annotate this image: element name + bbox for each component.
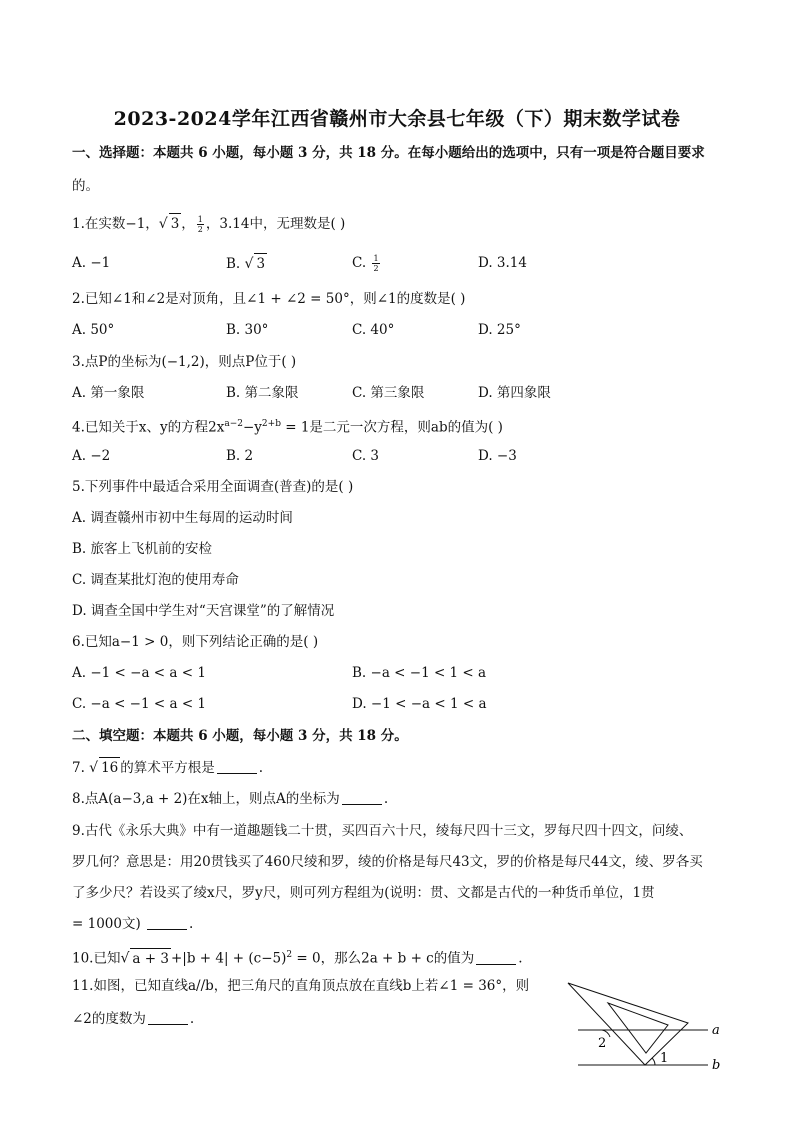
q8-end: . [383,791,389,807]
q10-answer-blank[interactable] [476,950,516,965]
q4-stem-text-a: 4.已知关于x、y的方程2x [72,419,225,436]
option-prefix: C. [352,255,371,271]
triangle-ruler-figure [560,975,730,1079]
q4-stem-text-c: = 1是二元一次方程，则ab的值为( ) [280,419,503,436]
q3-option-c[interactable]: C. 第三象限 [352,385,425,401]
frac-den: 2 [197,225,203,234]
sqrt-sign: √ [89,760,99,776]
q10-prefix: 10.已知 [72,950,121,967]
q6-stem: 6.已知a−1 > 0，则下列结论正确的是( ) [72,634,319,650]
q7-prefix: 7. [72,760,90,776]
q5-option-b[interactable]: B. 旅客上飞机前的安检 [72,541,213,557]
q11-line2 [72,1009,194,1029]
q3-stem: 3.点P的坐标为(−1,2)，则点P位于( ) [72,354,297,370]
section1-heading-line1: 一、选择题：本题共 6 小题，每小题 3 分，共 18 分。在每小题给出的选项中，只有一项是符合题目要求 [72,145,705,161]
q5-stem: 5.下列事件中最适合采用全面调查(普查)的是( ) [72,479,354,495]
q1-option-b[interactable] [226,253,267,274]
q1-option-d[interactable]: D. 3.14 [478,255,527,271]
q5-option-d[interactable]: D. 调查全国中学生对“天宫课堂”的了解情况 [72,603,335,619]
q9-answer-blank[interactable] [147,915,187,930]
q10-end: . [518,950,523,967]
q4-stem [72,414,503,438]
label-angle-2: 2 [598,1036,607,1051]
q3-option-d[interactable]: D. 第四象限 [478,385,551,401]
q11-end: . [189,1011,195,1027]
q6-option-d[interactable]: D. −1 < −a < 1 < a [352,696,487,712]
q10-text-b: = 0，那么2a + b + c的值为 [292,950,475,967]
q7-end: . [258,760,264,776]
section2-heading: 二、填空题：本题共 6 小题，每小题 3 分，共 18 分。 [72,728,408,744]
q9-line1: 9.古代《永乐大典》中有一道趣题钱二十贯，买四百六十尺，绫每尺四十三文，罗每尺四十四文，问绫、 [72,823,693,839]
q1-option-c[interactable] [352,253,382,273]
q1-stem: 1.在实数−1，√ 3 ， $\frac{1}{2}$ ，3.14中，无理数是( ) [72,215,346,234]
q5-option-c[interactable]: C. 调查某批灯泡的使用寿命 [72,572,239,588]
q4-option-b[interactable]: B. 2 [226,448,254,464]
q6-option-c[interactable]: C. −a < −1 < a < 1 [72,696,207,712]
q3-option-a[interactable]: A. 第一象限 [72,385,145,401]
page-title: 2023-2024学年江西省赣州市大余县七年级（下）期末数学试卷 [113,108,681,130]
q4-option-d[interactable]: D. −3 [478,448,517,464]
q3-option-b[interactable]: B. 第二象限 [226,385,299,401]
q10-stem [72,945,523,969]
angle-1-arc [652,1058,655,1065]
q2-option-b[interactable]: B. 30° [226,322,269,338]
sqrt-sign: √ [120,950,130,967]
q6-option-b[interactable]: B. −a < −1 < 1 < a [352,665,487,681]
q9-line3: 了多少尺？若设买了绫x尺，罗y尺，则可列方程组为(说明：贯、文都是古代的一种货币单位，1贯 [72,885,655,901]
label-a: a [712,1023,720,1038]
q7-stem [72,757,263,778]
q4-exponent-2: 2+b [261,419,281,429]
q7-sqrt: 16 [99,757,120,778]
label-b: b [712,1058,721,1073]
q9-line4-text: = 1000文) [72,916,141,932]
q1-stem-sqrt: 3 [169,213,182,234]
sqrt-sign: √ [158,216,168,232]
q4-option-a[interactable]: A. −2 [72,448,111,464]
q9-end: . [189,916,194,932]
q1-option-a[interactable]: A. −1 [72,255,111,271]
frac-num: 1 [373,254,379,263]
q11-answer-blank[interactable] [148,1010,188,1025]
q1-option-b-sqrt: 3 [254,253,267,274]
q9-line2: 罗几何？意思是：用20贯钱买了460尺绫和罗，绫的价格是每尺43文，罗的价格是每尺44文，绫、罗各买 [72,854,703,870]
triangle-outer [568,983,688,1065]
q1-stem-text-a: 1.在实数−1， [72,216,159,232]
q4-exponent-1: a−2 [224,419,243,429]
q2-option-d[interactable]: D. 25° [478,322,521,338]
q4-option-c[interactable]: C. 3 [352,448,380,464]
q1-option-c-fraction [372,254,379,273]
q2-option-c[interactable]: C. 40° [352,322,395,338]
q10-exponent: 2 [286,950,293,960]
q7-text: 的算术平方根是 [120,760,215,776]
frac-num: 1 [197,215,203,224]
sqrt-sign: √ [244,256,254,272]
q8-text: 8.点A(a−3,a + 2)在x轴上，则点A的坐标为 [72,791,340,807]
q10-text: +|b + 4| + (c−5) [170,950,287,967]
q1-stem-text-b: ，3.14中，无理数是( ) [205,216,346,232]
q2-stem: 2.已知∠1和∠2是对顶角，且∠1 + ∠2 = 50°，则∠1的度数是( ) [72,291,466,307]
section1-heading-line2: 的。 [72,178,99,194]
label-angle-1: 1 [660,1051,669,1066]
q10-sqrt: a + 3 [130,948,171,969]
q2-option-a[interactable]: A. 50° [72,322,115,338]
triangle-inner [608,1003,668,1053]
q6-option-a[interactable]: A. −1 < −a < a < 1 [72,665,206,681]
frac-den: 2 [373,264,379,273]
q11-line2-text: ∠2的度数为 [72,1011,146,1027]
q8-stem [72,789,388,809]
option-prefix: B. [226,256,245,272]
q4-stem-text-b: −y [242,419,262,436]
q7-answer-blank[interactable] [217,759,257,774]
q1-stem-fraction [197,215,204,234]
q9-line4 [72,914,193,934]
q11-line1: 11.如图，已知直线a//b，把三角尺的直角顶点放在直线b上若∠1 = 36°，则 [72,978,530,994]
q8-answer-blank[interactable] [342,790,382,805]
q5-option-a[interactable]: A. 调查赣州市初中生每周的运动时间 [72,510,293,526]
